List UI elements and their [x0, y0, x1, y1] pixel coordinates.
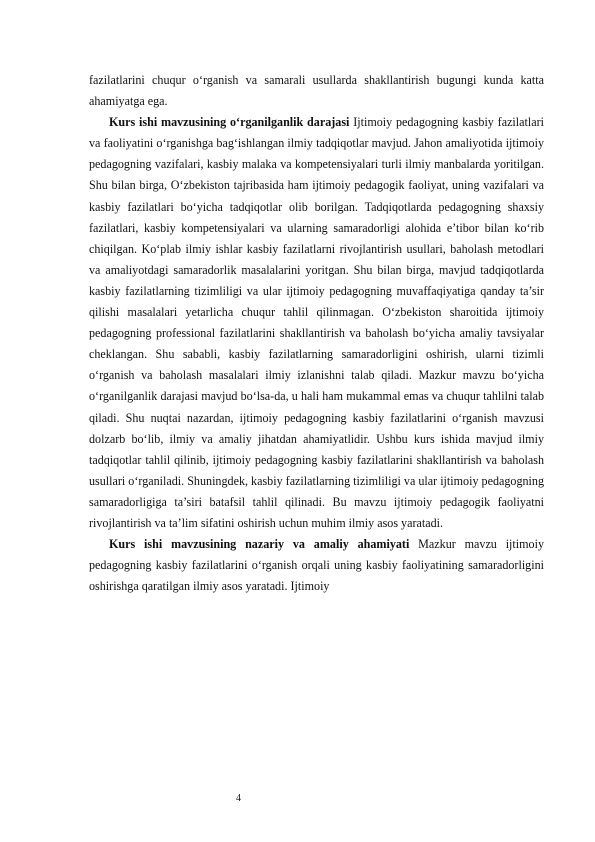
paragraph-text: Ijtimoiy pedagogning kasbiy fazilatlari va faoliyatini o‘rganishga bag‘ishlangan ilmiy tadqiqotlar mavjud. Jahon amaliyotida ijtimoiy pedagogning vazifalari, kasbiy malaka va kompetensiyalari turli ilmiy manbalarda yoritilgan. Shu bilan birga, O‘zbekiston tajribasida ham ijtimoiy pedagogik faoliyat, uning vazifalari va kasbiy fazilatlari bo‘yicha tadqiqotlar olib borilgan. Tadqiqotlarda pedagogning shaxsiy fazilatlari, kasbiy kompetensiyalari va ularning samaradorligi alohida e’tibor bilan ko‘rib chiqilgan. Ko‘plab ilmiy ishlar kasbiy fazilatlarni rivojlantirish usullari, baholash metodlari va amaliyotdagi samaradorlik masalalarini yoritgan. Shu bilan birga, mavjud tadqiqotlarda kasbiy fazilatlarning tizimliligi va ular ijtimoiy pedagogning muvaffaqiyatiga qanday ta’sir qilishi masalalari yetarlicha chuqur tahlil qilinmagan. O‘zbekiston sharoitida ijtimoiy pedagogning professional fazilatlarini shakllantirish va baholash bo‘yicha amaliy tavsiyalar cheklangan. Shu sababli, kasbiy fazilatlarning samaradorligini oshirish, ularni tizimli o‘rganish va baholash masalalari ilmiy izlanishni talab qiladi. Mazkur mavzu bo‘yicha o‘rganilganlik darajasi mavjud bo‘lsa-da, u hali ham mukammal emas va chuqur tahlilni talab qiladi. Shu nuqtai nazardan, ijtimoiy pedagogning kasbiy fazilatlarini o‘rganish mavzusi dolzarb bo‘lib, ilmiy va amaliy jihatdan ahamiyatlidir. Ushbu kurs ishida mavjud ilmiy tadqiqotlar tahlil qilinib, ijtimoiy pedagogning kasbiy fazilatlarini shakllantirish va baholash usullari o‘rganiladi. Shuningdek, kasbiy fazilatlarning tizimliligi va ular ijtimoiy pedagogning samaradorligiga ta’siri batafsil tahlil qilinadi. Bu mavzu ijtimoiy pedagogik faoliyatni rivojlantirish va ta’lim sifatini oshirish uchun muhim ilmiy asos yaratadi.	[89, 115, 544, 530]
paragraph-heading: Kurs ishi mavzusining o‘rganilganlik darajasi	[109, 115, 350, 130]
paragraph-heading: Kurs ishi mavzusining nazariy va amaliy ahamiyati	[109, 537, 410, 552]
paragraph-text: Mazkur mavzu ijtimoiy pedagogning kasbiy fazilatlarini o‘rganish orqali uning kasbiy faoliyatining samaradorligini oshirishga qaratilgan ilmiy asos yaratadi. Ijtimoiy	[89, 537, 544, 594]
paragraph-study-degree	[89, 112, 544, 534]
page-number: 4	[236, 793, 241, 804]
paragraph-significance	[89, 534, 544, 597]
paragraph-continuation	[89, 70, 544, 112]
paragraph-text: fazilatlarini chuqur o‘rganish va samarali usullarda shakllantirish bugungi kunda katta ahamiyatga ega.	[89, 73, 544, 109]
body-text	[89, 70, 544, 597]
